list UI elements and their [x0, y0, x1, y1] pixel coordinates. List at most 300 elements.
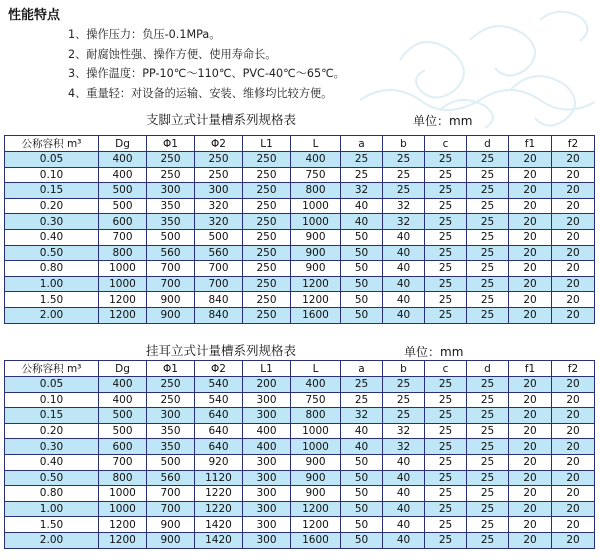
- table-cell: 20: [552, 167, 595, 183]
- volume-cell: 0.30: [5, 214, 99, 230]
- table-cell: 320: [195, 198, 243, 214]
- volume-cell: 0.30: [5, 439, 99, 455]
- table-header-row: [5, 361, 595, 377]
- table-cell: 20: [552, 229, 595, 245]
- table-cell: 1000: [99, 486, 147, 502]
- table-cell: 40: [383, 517, 425, 533]
- table-cell: 25: [341, 392, 383, 408]
- spec-table-hanging-ear: [4, 360, 595, 549]
- table-row: [5, 470, 595, 486]
- column-header: f1: [509, 136, 552, 152]
- table-cell: 250: [147, 167, 195, 183]
- table-cell: 900: [147, 307, 195, 323]
- table-cell: 25: [425, 229, 467, 245]
- table-cell: 25: [425, 214, 467, 230]
- table-cell: 20: [509, 470, 552, 486]
- table-cell: 32: [341, 408, 383, 424]
- table-cell: 20: [509, 423, 552, 439]
- table-cell: 20: [552, 454, 595, 470]
- table-cell: 25: [425, 292, 467, 308]
- table-cell: 20: [509, 152, 552, 168]
- table-cell: 400: [99, 377, 147, 393]
- table-cell: 25: [425, 276, 467, 292]
- table-cell: 800: [99, 245, 147, 261]
- volume-cell: 0.40: [5, 229, 99, 245]
- table-cell: 25: [467, 307, 509, 323]
- table-cell: 25: [467, 198, 509, 214]
- table-row: [5, 214, 595, 230]
- table-cell: 700: [99, 454, 147, 470]
- table-cell: 1200: [99, 517, 147, 533]
- table-cell: 900: [291, 454, 341, 470]
- table-caption: 支脚立式计量槽系列规格表: [146, 112, 297, 127]
- volume-cell: 0.20: [5, 198, 99, 214]
- table-cell: 500: [99, 183, 147, 199]
- table-row: [5, 423, 595, 439]
- table-cell: 25: [467, 439, 509, 455]
- table-cell: 300: [147, 183, 195, 199]
- table-cell: 25: [467, 470, 509, 486]
- table-cell: 1000: [99, 501, 147, 517]
- table-row: [5, 408, 595, 424]
- table-cell: 20: [552, 307, 595, 323]
- table-cell: 1200: [99, 307, 147, 323]
- table-cell: 700: [147, 276, 195, 292]
- table-cell: 20: [509, 408, 552, 424]
- table-cell: 50: [341, 470, 383, 486]
- table-cell: 25: [383, 377, 425, 393]
- table-cell: 800: [291, 408, 341, 424]
- table-cell: 400: [99, 392, 147, 408]
- table-cell: 40: [341, 214, 383, 230]
- table-cell: 900: [147, 292, 195, 308]
- decorative-swirl-background: [340, 0, 600, 130]
- table-cell: 900: [291, 470, 341, 486]
- table-cell: 700: [99, 229, 147, 245]
- table-cell: 250: [243, 261, 291, 277]
- volume-cell: 0.20: [5, 423, 99, 439]
- table-cell: 500: [99, 198, 147, 214]
- table-cell: 700: [195, 276, 243, 292]
- table-cell: 25: [425, 486, 467, 502]
- table-row: [5, 532, 595, 548]
- table-cell: 300: [243, 454, 291, 470]
- table-row: [5, 292, 595, 308]
- table-cell: 25: [467, 152, 509, 168]
- table-row: [5, 261, 595, 277]
- table-cell: 25: [467, 408, 509, 424]
- column-header: d: [467, 361, 509, 377]
- table-cell: 32: [383, 198, 425, 214]
- table-cell: 20: [509, 486, 552, 502]
- table-cell: 300: [243, 486, 291, 502]
- table-cell: 1120: [195, 470, 243, 486]
- table-cell: 300: [147, 408, 195, 424]
- table-cell: 50: [341, 245, 383, 261]
- feature-item: 3、操作温度：PP-10℃～110℃、PVC-40℃～65℃。: [68, 67, 345, 80]
- table-cell: 250: [195, 152, 243, 168]
- volume-cell: 2.00: [5, 307, 99, 323]
- table-cell: 25: [425, 392, 467, 408]
- table-cell: 25: [425, 423, 467, 439]
- table-row: [5, 229, 595, 245]
- column-header: b: [383, 361, 425, 377]
- table-cell: 1600: [291, 307, 341, 323]
- table-cell: 25: [467, 292, 509, 308]
- table-cell: 750: [291, 392, 341, 408]
- column-header: L1: [243, 136, 291, 152]
- table-cell: 25: [467, 532, 509, 548]
- table-cell: 40: [383, 307, 425, 323]
- table-cell: 50: [341, 276, 383, 292]
- table-cell: 600: [99, 439, 147, 455]
- table-cell: 1200: [291, 517, 341, 533]
- table-cell: 25: [467, 423, 509, 439]
- table-cell: 20: [552, 470, 595, 486]
- table-cell: 25: [425, 532, 467, 548]
- table-row: [5, 392, 595, 408]
- table-cell: 50: [341, 517, 383, 533]
- table-row: [5, 486, 595, 502]
- column-header: c: [425, 361, 467, 377]
- table-cell: 20: [552, 408, 595, 424]
- table-cell: 25: [425, 245, 467, 261]
- table-cell: 20: [552, 392, 595, 408]
- table-cell: 560: [147, 470, 195, 486]
- table-cell: 40: [383, 532, 425, 548]
- table-cell: 20: [552, 377, 595, 393]
- table-cell: 900: [291, 261, 341, 277]
- table-cell: 920: [195, 454, 243, 470]
- table-cell: 350: [147, 214, 195, 230]
- table-cell: 20: [509, 307, 552, 323]
- table-cell: 640: [195, 439, 243, 455]
- table-cell: 20: [509, 276, 552, 292]
- table-cell: 20: [509, 245, 552, 261]
- table-cell: 40: [383, 261, 425, 277]
- table-cell: 250: [243, 245, 291, 261]
- table-cell: 840: [195, 307, 243, 323]
- table-cell: 1200: [291, 501, 341, 517]
- volume-cell: 1.50: [5, 517, 99, 533]
- table-cell: 500: [99, 408, 147, 424]
- table-cell: 20: [552, 276, 595, 292]
- table-unit: 单位：mm: [413, 114, 473, 128]
- table-cell: 20: [552, 439, 595, 455]
- table-cell: 50: [341, 532, 383, 548]
- table-cell: 25: [467, 276, 509, 292]
- table-cell: 320: [195, 214, 243, 230]
- table-cell: 25: [425, 439, 467, 455]
- table-cell: 32: [341, 183, 383, 199]
- volume-cell: 0.15: [5, 183, 99, 199]
- table-cell: 300: [243, 517, 291, 533]
- table-cell: 20: [552, 501, 595, 517]
- table-cell: 20: [552, 214, 595, 230]
- table-cell: 25: [467, 183, 509, 199]
- table-cell: 560: [195, 245, 243, 261]
- table-cell: 20: [552, 183, 595, 199]
- table-cell: 250: [147, 152, 195, 168]
- table-row: [5, 454, 595, 470]
- table-cell: 20: [509, 454, 552, 470]
- table-cell: 20: [509, 377, 552, 393]
- table-cell: 32: [383, 214, 425, 230]
- table-cell: 25: [425, 501, 467, 517]
- table-cell: 40: [383, 501, 425, 517]
- volume-cell: 1.00: [5, 501, 99, 517]
- table-cell: 25: [467, 214, 509, 230]
- table-cell: 250: [243, 276, 291, 292]
- table-cell: 20: [509, 167, 552, 183]
- column-header: Φ1: [147, 361, 195, 377]
- table-cell: 900: [147, 517, 195, 533]
- table-cell: 640: [195, 423, 243, 439]
- table-cell: 300: [243, 392, 291, 408]
- volume-cell: 0.05: [5, 377, 99, 393]
- table-cell: 20: [552, 517, 595, 533]
- table-cell: 25: [341, 377, 383, 393]
- table-row: [5, 501, 595, 517]
- feature-item: 1、操作压力：负压-0.1MPa。: [68, 28, 221, 41]
- volume-cell: 0.10: [5, 392, 99, 408]
- table-cell: 20: [509, 501, 552, 517]
- table-cell: 20: [552, 292, 595, 308]
- table-cell: 50: [341, 501, 383, 517]
- volume-cell: 1.00: [5, 276, 99, 292]
- table-header-row: [5, 136, 595, 152]
- table-cell: 1600: [291, 532, 341, 548]
- table-cell: 400: [291, 377, 341, 393]
- table-cell: 20: [552, 532, 595, 548]
- table-row: [5, 183, 595, 199]
- table-cell: 700: [147, 486, 195, 502]
- volume-cell: 0.15: [5, 408, 99, 424]
- volume-cell: 2.00: [5, 532, 99, 548]
- table-cell: 900: [291, 486, 341, 502]
- table-cell: 25: [383, 167, 425, 183]
- table-row: [5, 276, 595, 292]
- table-cell: 20: [552, 152, 595, 168]
- volume-cell: 0.05: [5, 152, 99, 168]
- table-cell: 200: [243, 377, 291, 393]
- column-header: b: [383, 136, 425, 152]
- table-cell: 20: [509, 261, 552, 277]
- table-cell: 50: [341, 307, 383, 323]
- table-cell: 40: [341, 439, 383, 455]
- table-cell: 25: [467, 517, 509, 533]
- table-cell: 25: [341, 167, 383, 183]
- table-cell: 540: [195, 377, 243, 393]
- table-cell: 20: [552, 198, 595, 214]
- table-cell: 25: [425, 408, 467, 424]
- table-cell: 300: [243, 501, 291, 517]
- volume-cell: 0.50: [5, 245, 99, 261]
- table-cell: 1200: [291, 292, 341, 308]
- table-cell: 250: [243, 292, 291, 308]
- table-row: [5, 152, 595, 168]
- table-cell: 250: [243, 167, 291, 183]
- column-header: f2: [552, 136, 595, 152]
- table-caption: 挂耳立式计量槽系列规格表: [146, 343, 297, 358]
- column-header: d: [467, 136, 509, 152]
- table-cell: 25: [467, 377, 509, 393]
- table-row: [5, 307, 595, 323]
- table-cell: 40: [383, 292, 425, 308]
- table-row: [5, 439, 595, 455]
- table-cell: 800: [99, 470, 147, 486]
- column-header: a: [341, 136, 383, 152]
- table-cell: 300: [243, 470, 291, 486]
- table-cell: 40: [383, 454, 425, 470]
- table-cell: 50: [341, 486, 383, 502]
- table-cell: 20: [509, 292, 552, 308]
- table-unit: 单位：mm: [404, 345, 464, 359]
- table-cell: 1000: [291, 198, 341, 214]
- table-cell: 250: [147, 392, 195, 408]
- table-cell: 40: [341, 198, 383, 214]
- table-cell: 20: [509, 532, 552, 548]
- table-cell: 1000: [291, 214, 341, 230]
- table-cell: 400: [243, 423, 291, 439]
- table-cell: 20: [552, 245, 595, 261]
- table-cell: 25: [425, 152, 467, 168]
- table-cell: 1000: [99, 276, 147, 292]
- table-cell: 20: [509, 439, 552, 455]
- table-cell: 25: [341, 152, 383, 168]
- table-cell: 1200: [99, 532, 147, 548]
- table-cell: 25: [467, 261, 509, 277]
- table-row: [5, 198, 595, 214]
- table-cell: 350: [147, 439, 195, 455]
- table-cell: 25: [467, 167, 509, 183]
- table-cell: 25: [467, 245, 509, 261]
- column-header: Dg: [99, 136, 147, 152]
- table-cell: 1420: [195, 517, 243, 533]
- table-cell: 20: [509, 214, 552, 230]
- table-cell: 25: [383, 392, 425, 408]
- table-cell: 500: [195, 229, 243, 245]
- table-cell: 50: [341, 261, 383, 277]
- volume-cell: 1.50: [5, 292, 99, 308]
- table-cell: 25: [467, 486, 509, 502]
- table-cell: 20: [552, 423, 595, 439]
- table-cell: 500: [147, 454, 195, 470]
- table-cell: 750: [291, 167, 341, 183]
- table-cell: 1000: [291, 439, 341, 455]
- volume-cell: 0.80: [5, 261, 99, 277]
- table-cell: 900: [291, 245, 341, 261]
- table-cell: 25: [425, 261, 467, 277]
- table-cell: 20: [552, 486, 595, 502]
- table-cell: 50: [341, 229, 383, 245]
- table-cell: 40: [341, 423, 383, 439]
- table-cell: 20: [509, 183, 552, 199]
- table-cell: 25: [425, 307, 467, 323]
- table-cell: 40: [383, 470, 425, 486]
- table-cell: 40: [383, 486, 425, 502]
- table-cell: 25: [425, 167, 467, 183]
- column-header: L: [291, 136, 341, 152]
- table-cell: 1220: [195, 486, 243, 502]
- table-cell: 25: [467, 501, 509, 517]
- table-cell: 25: [425, 377, 467, 393]
- table-cell: 700: [147, 501, 195, 517]
- column-header: Φ2: [195, 136, 243, 152]
- table-cell: 250: [243, 198, 291, 214]
- column-header: Φ1: [147, 136, 195, 152]
- table-cell: 20: [509, 517, 552, 533]
- table-cell: 300: [195, 183, 243, 199]
- table-cell: 400: [243, 439, 291, 455]
- table-cell: 25: [425, 198, 467, 214]
- table-cell: 400: [99, 152, 147, 168]
- table-cell: 250: [195, 167, 243, 183]
- feature-item: 2、耐腐蚀性强、操作方便、使用寿命长。: [68, 47, 277, 61]
- table-cell: 640: [195, 408, 243, 424]
- table-cell: 25: [425, 183, 467, 199]
- table-cell: 560: [147, 245, 195, 261]
- table-cell: 700: [147, 261, 195, 277]
- table-cell: 25: [425, 454, 467, 470]
- table-cell: 700: [195, 261, 243, 277]
- table-cell: 400: [291, 152, 341, 168]
- table-cell: 500: [99, 423, 147, 439]
- table-cell: 250: [147, 377, 195, 393]
- table-cell: 32: [383, 423, 425, 439]
- table-cell: 20: [509, 392, 552, 408]
- table-cell: 840: [195, 292, 243, 308]
- table-row: [5, 377, 595, 393]
- volume-cell: 0.10: [5, 167, 99, 183]
- table-cell: 25: [383, 152, 425, 168]
- table-cell: 1200: [291, 276, 341, 292]
- table-cell: 300: [243, 408, 291, 424]
- table-cell: 25: [467, 454, 509, 470]
- table-cell: 40: [383, 245, 425, 261]
- table-cell: 25: [425, 517, 467, 533]
- table-cell: 800: [291, 183, 341, 199]
- feature-item: 4、重量轻：对设备的运输、安装、维修均比较方便。: [68, 86, 333, 100]
- table-cell: 250: [243, 152, 291, 168]
- column-header: Dg: [99, 361, 147, 377]
- table-cell: 1000: [99, 261, 147, 277]
- table-cell: 250: [243, 307, 291, 323]
- table-cell: 300: [243, 532, 291, 548]
- column-header: a: [341, 361, 383, 377]
- table-cell: 50: [341, 454, 383, 470]
- table-row: [5, 167, 595, 183]
- table-cell: 600: [99, 214, 147, 230]
- table-cell: 40: [383, 229, 425, 245]
- feature-list: [68, 25, 345, 103]
- table-row: [5, 517, 595, 533]
- table-cell: 350: [147, 423, 195, 439]
- table-cell: 32: [383, 439, 425, 455]
- column-header: Φ2: [195, 361, 243, 377]
- table-cell: 250: [243, 183, 291, 199]
- table-cell: 1200: [99, 292, 147, 308]
- column-header: c: [425, 136, 467, 152]
- volume-cell: 0.40: [5, 454, 99, 470]
- section-title: 性能特点: [8, 8, 61, 23]
- table-cell: 20: [509, 198, 552, 214]
- table-cell: 350: [147, 198, 195, 214]
- table-cell: 25: [383, 183, 425, 199]
- column-header: L1: [243, 361, 291, 377]
- table-cell: 1420: [195, 532, 243, 548]
- spec-table-leg-support: [4, 135, 595, 324]
